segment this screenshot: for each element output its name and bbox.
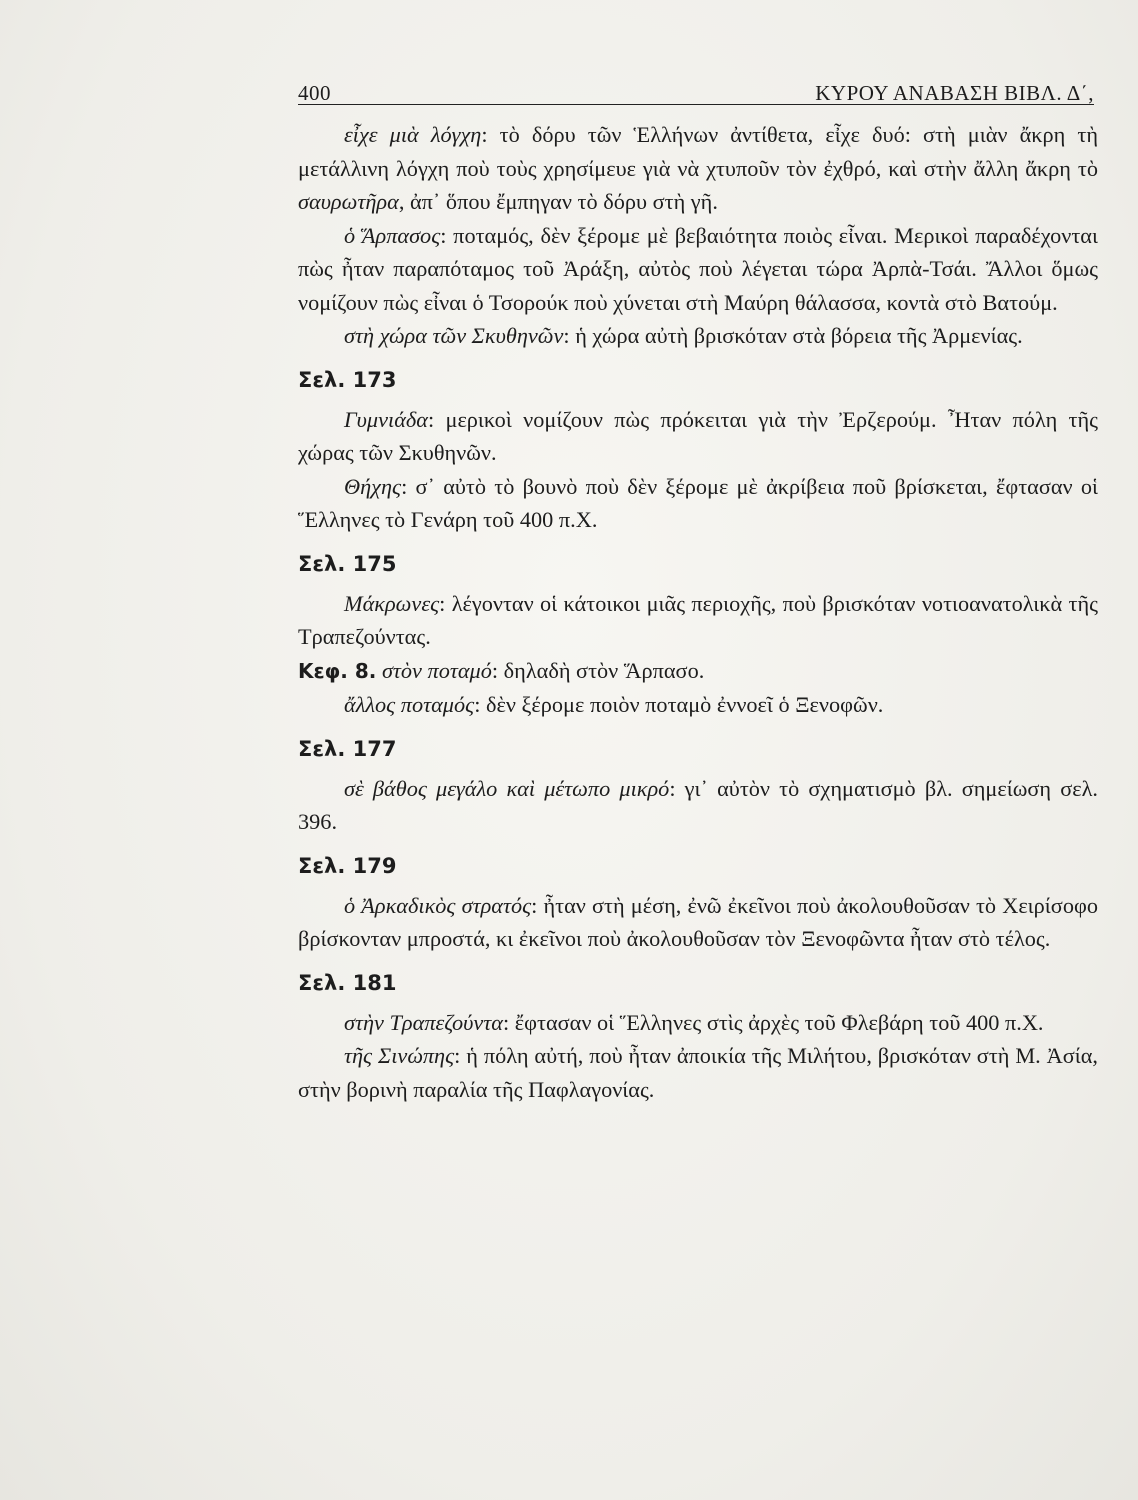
section-heading-173: Σελ. 173: [298, 367, 397, 392]
note-arpasos: ὁ Ἅρπασος: ποταμός, δὲν ξέρομε μὲ βεβαιότητα ποιὸς εἶναι. Μερικοὶ παραδέχονται πὼς ἦταν παραπόταμος τοῦ Ἀράξη, αὐτὸς ποὺ λέγεται τώρα Ἀρπὰ-Τσάι. Ἄλλοι ὅμως νομίζουν πὼς εἶναι ὁ Τσορούκ ποὺ χύνεται στὴ Μαύρη θάλασσα, κοντὰ στὸ Βατούμ.: [298, 222, 1098, 315]
note-term: στὴν Τραπεζούντα: [344, 1009, 503, 1035]
note-makrones: Μάκρωνες: λέγονταν οἱ κάτοικοι μιᾶς περιοχῆς, ποὺ βρισκόταν νοτιοανατολικὰ τῆς Τραπεζούντας.: [298, 590, 1098, 649]
note-term: στὴ χώρα τῶν Σκυθηνῶν: [344, 323, 564, 348]
note-lonchi: εἶχε μιὰ λόγχη: τὸ δόρυ τῶν Ἑλλήνων ἀντίθετα, εἶχε δυό: στὴ μιὰν ἄκρη τὴ μετάλλινη λόγχη ποὺ τοὺς χρησίμευε γιὰ νὰ χτυποῦν τὸν ἐχθρό, καὶ στὴν ἄλλη ἄκρη τὸ σαυρωτῆρα, ἀπ᾿ ὅπου ἔμπηγαν τὸ δόρυ στὴ γῆ.: [298, 122, 1099, 214]
note-term: Θήχης: [344, 473, 402, 499]
note-allos-potamos: ἄλλος ποταμός: δὲν ξέρομε ποιὸν ποταμὸ ἐννοεῖ ὁ Ξενοφῶν.: [344, 692, 884, 717]
note-term: Γυμνιάδα: [344, 406, 428, 432]
section-heading-181: Σελ. 181: [298, 970, 397, 995]
notes-body: [298, 118, 1098, 1106]
page-header: [298, 72, 1094, 106]
note-term: τῆς Σινώπης: [344, 1043, 455, 1068]
section-heading-177: Σελ. 177: [298, 736, 397, 761]
note-term: ὁ Ἅρπασος: [344, 222, 441, 248]
note-kef8: Κεφ. 8. στὸν ποταμό: δηλαδὴ στὸν Ἅρπασο.: [298, 657, 705, 683]
note-term: εἶχε μιὰ λόγχη: [344, 122, 482, 147]
note-trapezounta: στὴν Τραπεζούντα: ἔφτασαν οἱ Ἕλληνες στὶς ἀρχὲς τοῦ Φλεβάρη τοῦ 400 π.Χ.: [344, 1009, 1044, 1035]
note-sinopi: τῆς Σινώπης: ἡ πόλη αὐτή, ποὺ ἦταν ἀποικία τῆς Μιλήτου, βρισκόταν στὴ Μ. Ἀσία, στὴν βορινὴ παραλία τῆς Παφλαγονίας.: [298, 1043, 1099, 1102]
section-heading-179: Σελ. 179: [298, 853, 397, 878]
note-term: σαυρωτῆρα: [298, 189, 399, 214]
chapter-label: Κεφ. 8.: [298, 658, 377, 683]
note-term: σὲ βάθος μεγάλο καὶ μέτωπο μικρό: [344, 775, 670, 801]
note-term: ὁ Ἀρκαδικὸς στρατός: [344, 892, 532, 918]
note-vathos: σὲ βάθος μεγάλο καὶ μέτωπο μικρό: γι᾿ αὐτὸν τὸ σχηματισμὸ βλ. σημείωση σελ. 396.: [298, 775, 1098, 834]
note-thichis: Θήχης: σ᾿ αὐτὸ τὸ βουνὸ ποὺ δὲν ξέρομε μὲ ἀκρίβεια ποῦ βρίσκεται, ἔφτασαν οἱ Ἕλληνες τὸ Γενάρη τοῦ 400 π.Χ.: [298, 473, 1098, 532]
header-rule: [298, 104, 1094, 105]
note-term: ἄλλος ποταμός: [344, 692, 475, 717]
running-title: ΚΥΡΟΥ ΑΝΑΒΑΣΗ ΒΙΒΛ. Δ΄,: [815, 81, 1094, 105]
section-heading-175: Σελ. 175: [298, 551, 397, 576]
note-gymniada: Γυμνιάδα: μερικοὶ νομίζουν πὼς πρόκειται γιὰ τὴν Ἐρζερούμ. Ἦταν πόλη τῆς χώρας τῶν Σκυθηνῶν.: [298, 406, 1098, 465]
note-skythinoi: στὴ χώρα τῶν Σκυθηνῶν: ἡ χώρα αὐτὴ βρισκόταν στὰ βόρεια τῆς Ἀρμενίας.: [344, 323, 1023, 348]
note-term: Μάκρωνες: [344, 590, 440, 616]
note-arkadikos: ὁ Ἀρκαδικὸς στρατός: ἦταν στὴ μέση, ἐνῶ ἐκεῖνοι ποὺ ἀκολουθοῦσαν τὸ Χειρίσοφο βρίσκονταν μπροστά, κι ἐκεῖνοι ποὺ ἀκολουθοῦσαν τὸν Ξενοφῶντα ἦταν στὸ τέλος.: [298, 892, 1098, 951]
note-term: στὸν ποταμό: [381, 657, 492, 683]
page-number: 400: [298, 81, 331, 105]
